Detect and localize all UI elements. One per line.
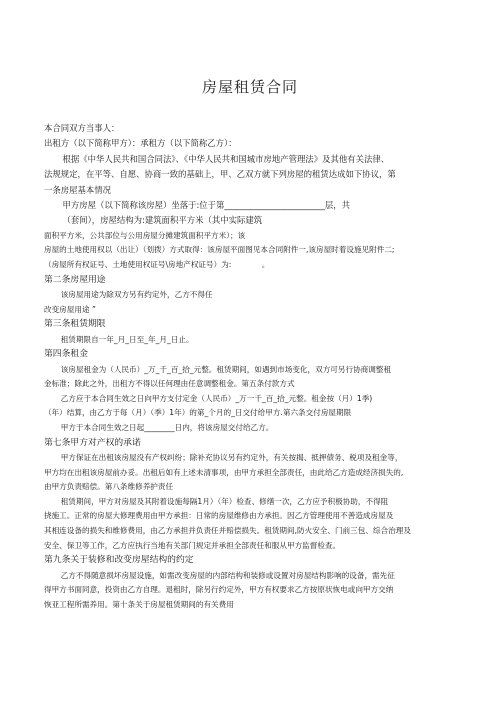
article-heading: 第三条租赁期限	[44, 319, 106, 330]
paragraph-line: （套间），房屋结构为:建筑面积平方米（其中实际建筑	[62, 215, 263, 226]
paragraph-line: 该房屋用途为除双方另有约定外，乙方不得任	[60, 290, 213, 300]
paragraph-line: 甲方保证在出租该房屋没有产权纠纷；除补充协议另有约定外，有关按揭、抵押债务、税项及租金等，	[60, 453, 403, 462]
parties-line: 出租方（以下简称甲方）：承租方（以下简称乙方）：	[44, 138, 237, 149]
article-heading: 第七条甲方对产权的承诺	[44, 437, 141, 448]
paragraph-line: 由甲方负责赔偿。第八条维修养护责任	[44, 482, 174, 492]
parties-heading: 本合同双方当事人：	[44, 123, 120, 133]
paragraph-line: 改变房屋用途 ”	[44, 304, 96, 314]
paragraph-line: 该房屋租金为（人民币）_万_千_百_拾_元整。租赁期间，如遇到市场变化，双方可另行协商调整租	[60, 364, 392, 374]
paragraph-line: 甲方均在出租该房屋前办妥。出租后如有上述未清事项，由甲方承担全部责任，由此给乙方造成经济损失的,	[44, 467, 404, 477]
contract-body	[44, 121, 472, 612]
paragraph-line: 甲方于本合同生效之日起________日内，将该房屋交付给乙方。	[60, 423, 274, 432]
paragraph-line: 面积平方米，公共部位与公用房屋分摊建筑面积平方米）；该	[44, 230, 246, 240]
paragraph-line: （年）结算，由乙方于每（月）（季）1年）的第_个月的_日交付给甲方.第六条交付房屋期限	[44, 408, 352, 418]
article-heading: 第九条关于装修和改变房屋结构的约定	[44, 555, 194, 566]
paragraph-line: 乙方应于本合同生效之日向甲方支付定金（人民币）_万一千_百_拾_元整。租金按（月）1季)	[60, 393, 373, 403]
paragraph-line: 挠施工。正常的房屋大修理费用由甲方承担：日常的房屋维修由方承担。因乙方管理使用不善造成房屋及	[44, 511, 394, 521]
paragraph-line: 租赁期限自一年_月_日至_年_月_日止。	[60, 334, 194, 344]
article-heading: 第二条房屋用途	[44, 274, 106, 285]
paragraph-line: 其相连设备的损失和维修费用，由乙方承担并负责任并赔偿损失。租赁期间,防火安全、门前三包、综合治理及	[44, 525, 411, 535]
page-title: 房屋租赁合同	[201, 78, 298, 96]
paragraph-line: 房屋的土地使用权以（出让）（划拨）方式取得：该房屋平面图见本合同附件一,该房屋时着设施见附件二;	[44, 245, 395, 255]
paragraph-line: 租赁期间，甲方对房屋及其附着设施每隔1月）（年）检查、修缮一次，乙方应予积极协助，不得阻	[60, 496, 389, 506]
paragraph-line: （房屋所有权证号、土地使用权证号\房地产权证号）为: 。	[44, 260, 270, 270]
paragraph-line: 恢亚工程所需养用。第十条关于房屋租赁期间的有关费用	[44, 599, 234, 609]
paragraph-line: 法规规定，在平等、自愿、协商一致的基础上，甲、乙双方就下列房屋的租赁达成如下协议，第	[44, 169, 396, 180]
paragraph-line: 得甲方书面同意，投资由乙方自理。退租时，除另行约定外，甲方有权要求乙方按原状恢电或向甲方交纳	[44, 585, 394, 595]
paragraph-line: 安全、保卫等工作，乙方应执行当地有关部门规定并承担全部责任和服从甲方监督检查。	[44, 540, 341, 550]
paragraph-line: 一条房屋基本情况	[44, 184, 111, 195]
paragraph-line: 根据《中华人民共和国合同法》、《中华人民共和国城市房地产管理法》及其他有关法律、	[62, 153, 390, 164]
article-heading: 第四条租金	[44, 349, 88, 360]
paragraph-line: 金标准；除此之外，出租方不得以任何理由任意调整租金。第五条付款方式	[44, 379, 295, 389]
paragraph-line: 甲方房屋（以下简称该房屋）坐落于:位于第________________________层，共	[62, 200, 351, 211]
paragraph-line: 乙方不得随意损坏房屋设施，如需改变房屋的内部结构和装修或设置对房屋结构影响的设备，需先征	[60, 570, 395, 580]
